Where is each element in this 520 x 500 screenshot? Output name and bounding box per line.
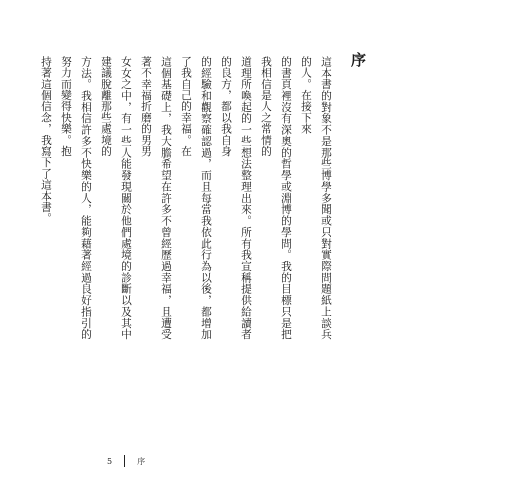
page-footer [107, 455, 145, 467]
preface-body: 這本書的對象不是那些博學多聞或只對實際問題紙上談兵的人。在接下來 的書頁裡沒有深奧的哲學或淵博的學問。我的目標只是把我相信是人之常情的 道理所喚起的一些想法整理出來。所有我宣稱提供給讀者的良方，都以我自身 的經驗和觀察確認過，而且每當我依此行為以後，都增加了我自己的幸福。在 這個基礎上，我大膽希望在許多不曾經歷過幸福，且遭受著不幸福折磨的男男 女女之中，有一些人能發現關於他們處境的診斷以及其中建議脫離那些處境的 方法。我相信許多不快樂的人，能夠藉著經過良好指引的努力而變得快樂。抱 持著這個信念，我寫下了這本書。 [40, 56, 333, 340]
running-head: 序 [137, 456, 146, 466]
footer-divider [124, 455, 125, 467]
page-title: 序 [349, 52, 367, 67]
page-number: 5 [107, 456, 113, 466]
